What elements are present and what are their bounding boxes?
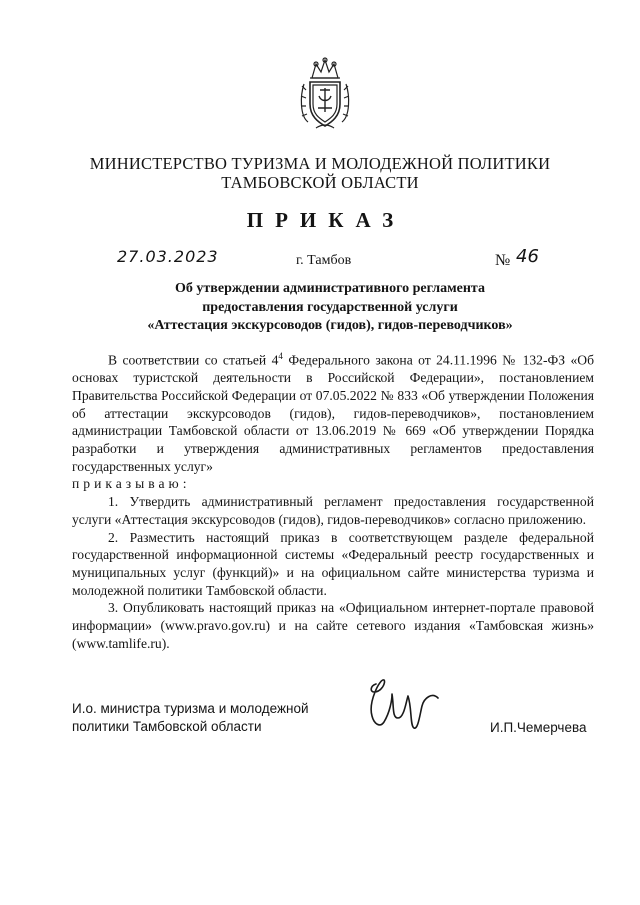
signer-name: И.П.Чемерчева <box>490 720 587 735</box>
handwritten-number: 46 <box>516 246 539 267</box>
preamble-text-b: Федерального закона от 24.11.1996 № 132-ФЗ «Об основах туристской деятельности в Российской Федерации», постановлением Правительства Российской Федерации от 07.05.2022 № 833 «Об утверждении Положения об аттестации экскурсоводов (гидов), гидов-переводчиков», постановлением администрации Тамбовской области от 13.06.2019 № 669 «Об утверждении Порядка разработки и утверждения административных регламентов предоставления государственных услуг» <box>72 352 594 474</box>
order-word-paragraph <box>72 475 594 493</box>
ministry-line-2: ТАМБОВСКОЙ ОБЛАСТИ <box>221 173 419 192</box>
signer-position-line-1: И.о. министра туризма и молодежной <box>72 701 309 716</box>
subject-line-1: Об утверждении административного регламента <box>175 281 485 296</box>
article-superscript: 4 <box>278 351 283 361</box>
order-title: ПРИКАЗ <box>246 208 406 232</box>
coat-of-arms-icon <box>298 56 352 132</box>
subject-line-2: предоставления государственной услуги <box>202 299 458 315</box>
number-label: № <box>495 252 511 269</box>
signer-position <box>72 700 309 736</box>
order-body <box>72 348 594 652</box>
handwritten-date: 27.03.2023 <box>117 247 219 266</box>
signer-position-line-2: политики Тамбовской области <box>72 719 262 734</box>
order-subject <box>80 280 580 336</box>
handwritten-signature <box>362 672 444 734</box>
preamble-paragraph <box>72 348 594 475</box>
item-3: 3. Опубликовать настоящий приказ на «Официальном интернет-портале правовой информации» (www.pravo.gov.ru) и на сайте сетевого издания «Тамбовская жизнь» (www.tamlife.ru). <box>72 600 594 651</box>
order-word: приказываю: <box>72 476 191 492</box>
ministry-line-1: МИНИСТЕРСТВО ТУРИЗМА И МОЛОДЕЖНОЙ ПОЛИТИКИ <box>89 154 551 173</box>
city: г. Тамбов <box>296 253 352 268</box>
item-2: 2. Разместить настоящий приказ в соответствующем разделе федеральной государственной информационной системы «Федеральный реестр государственных и муниципальных услуг (функций)» и на официальном сайте министерства туризма и молодежной политики Тамбовской области. <box>72 529 594 598</box>
subject-line-3: «Аттестация экскурсоводов (гидов), гидов-переводчиков» <box>147 318 513 333</box>
preamble-text-a: В соответствии со статьей 4 <box>108 352 279 368</box>
ministry-name <box>60 154 580 192</box>
item-1: 1. Утвердить административный регламент предоставления государственной услуги «Аттестация экскурсоводов (гидов), гидов-переводчиков» согласно приложению. <box>72 494 594 527</box>
